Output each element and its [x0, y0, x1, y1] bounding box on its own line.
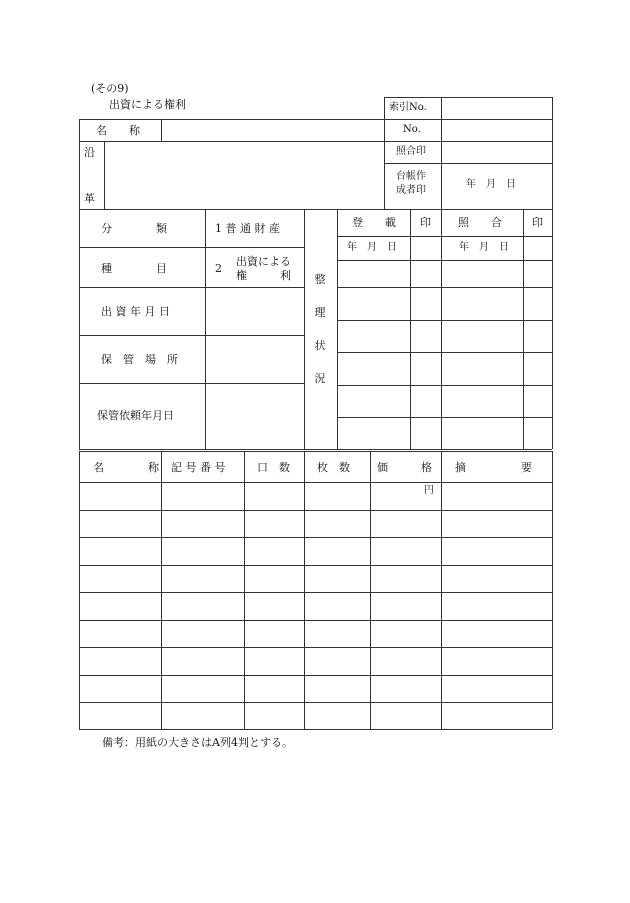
- touroku-seal-label: 印: [420, 216, 431, 229]
- bunrui-value: 1 普 通 財 産: [215, 222, 280, 235]
- form-title: 出資による権利: [109, 98, 186, 111]
- storage-request-date-label: 保管依頼年月日: [97, 409, 174, 422]
- index-no-label: 索引No.: [389, 102, 427, 113]
- bunrui-label: 分 類: [101, 222, 167, 235]
- col-header-units: 口 数: [257, 461, 290, 474]
- name-field[interactable]: [162, 120, 384, 141]
- no-label: No.: [403, 124, 421, 135]
- index-no-field[interactable]: [442, 98, 552, 119]
- investment-date-label: 出 資 年 月 日: [101, 305, 170, 318]
- shougou-label: 照 合: [458, 216, 502, 229]
- shumoku-value-line2: 権 利: [236, 269, 291, 282]
- col-header-price: 価 格: [377, 461, 432, 474]
- storage-place-field[interactable]: [206, 336, 304, 383]
- seiri-status-label: 整 理 状 況: [314, 273, 326, 385]
- touroku-label: 登 載: [352, 216, 396, 229]
- shumoku-value-line1: 出資による: [236, 255, 291, 268]
- shougou-seal-label: 印: [532, 216, 543, 229]
- col-header-remarks: 摘 要: [455, 461, 532, 474]
- storage-place-label: 保 管 場 所: [101, 353, 178, 366]
- footer-note: 備考：用紙の大きさはA列4判とする。: [102, 736, 293, 749]
- yen-unit: 円: [424, 485, 434, 496]
- touroku-date: 年 月 日: [347, 242, 397, 253]
- history-field[interactable]: [105, 142, 384, 209]
- check-seal-field[interactable]: [442, 142, 552, 163]
- history-char-1: 沿: [84, 146, 95, 159]
- shougou-date: 年 月 日: [459, 242, 509, 253]
- no-field[interactable]: [442, 120, 552, 141]
- ledger-date: 年 月 日: [466, 179, 516, 190]
- ledger-label-line2: 成者印: [396, 185, 426, 196]
- col-header-name: 名 称: [93, 461, 159, 474]
- shumoku-number: 2: [215, 262, 222, 275]
- investment-date-field[interactable]: [206, 288, 304, 335]
- form-number: (その9): [91, 82, 129, 95]
- check-seal-label: 照合印: [396, 146, 426, 157]
- name-label: 名 称: [96, 124, 140, 137]
- ledger-label-line1: 台帳作: [396, 171, 426, 182]
- history-char-2: 革: [84, 192, 95, 205]
- col-header-symbol-number: 記 号 番 号: [171, 461, 226, 474]
- shumoku-label: 種 目: [101, 262, 167, 275]
- col-header-sheets: 枚 数: [317, 461, 350, 474]
- storage-request-date-field[interactable]: [206, 384, 304, 449]
